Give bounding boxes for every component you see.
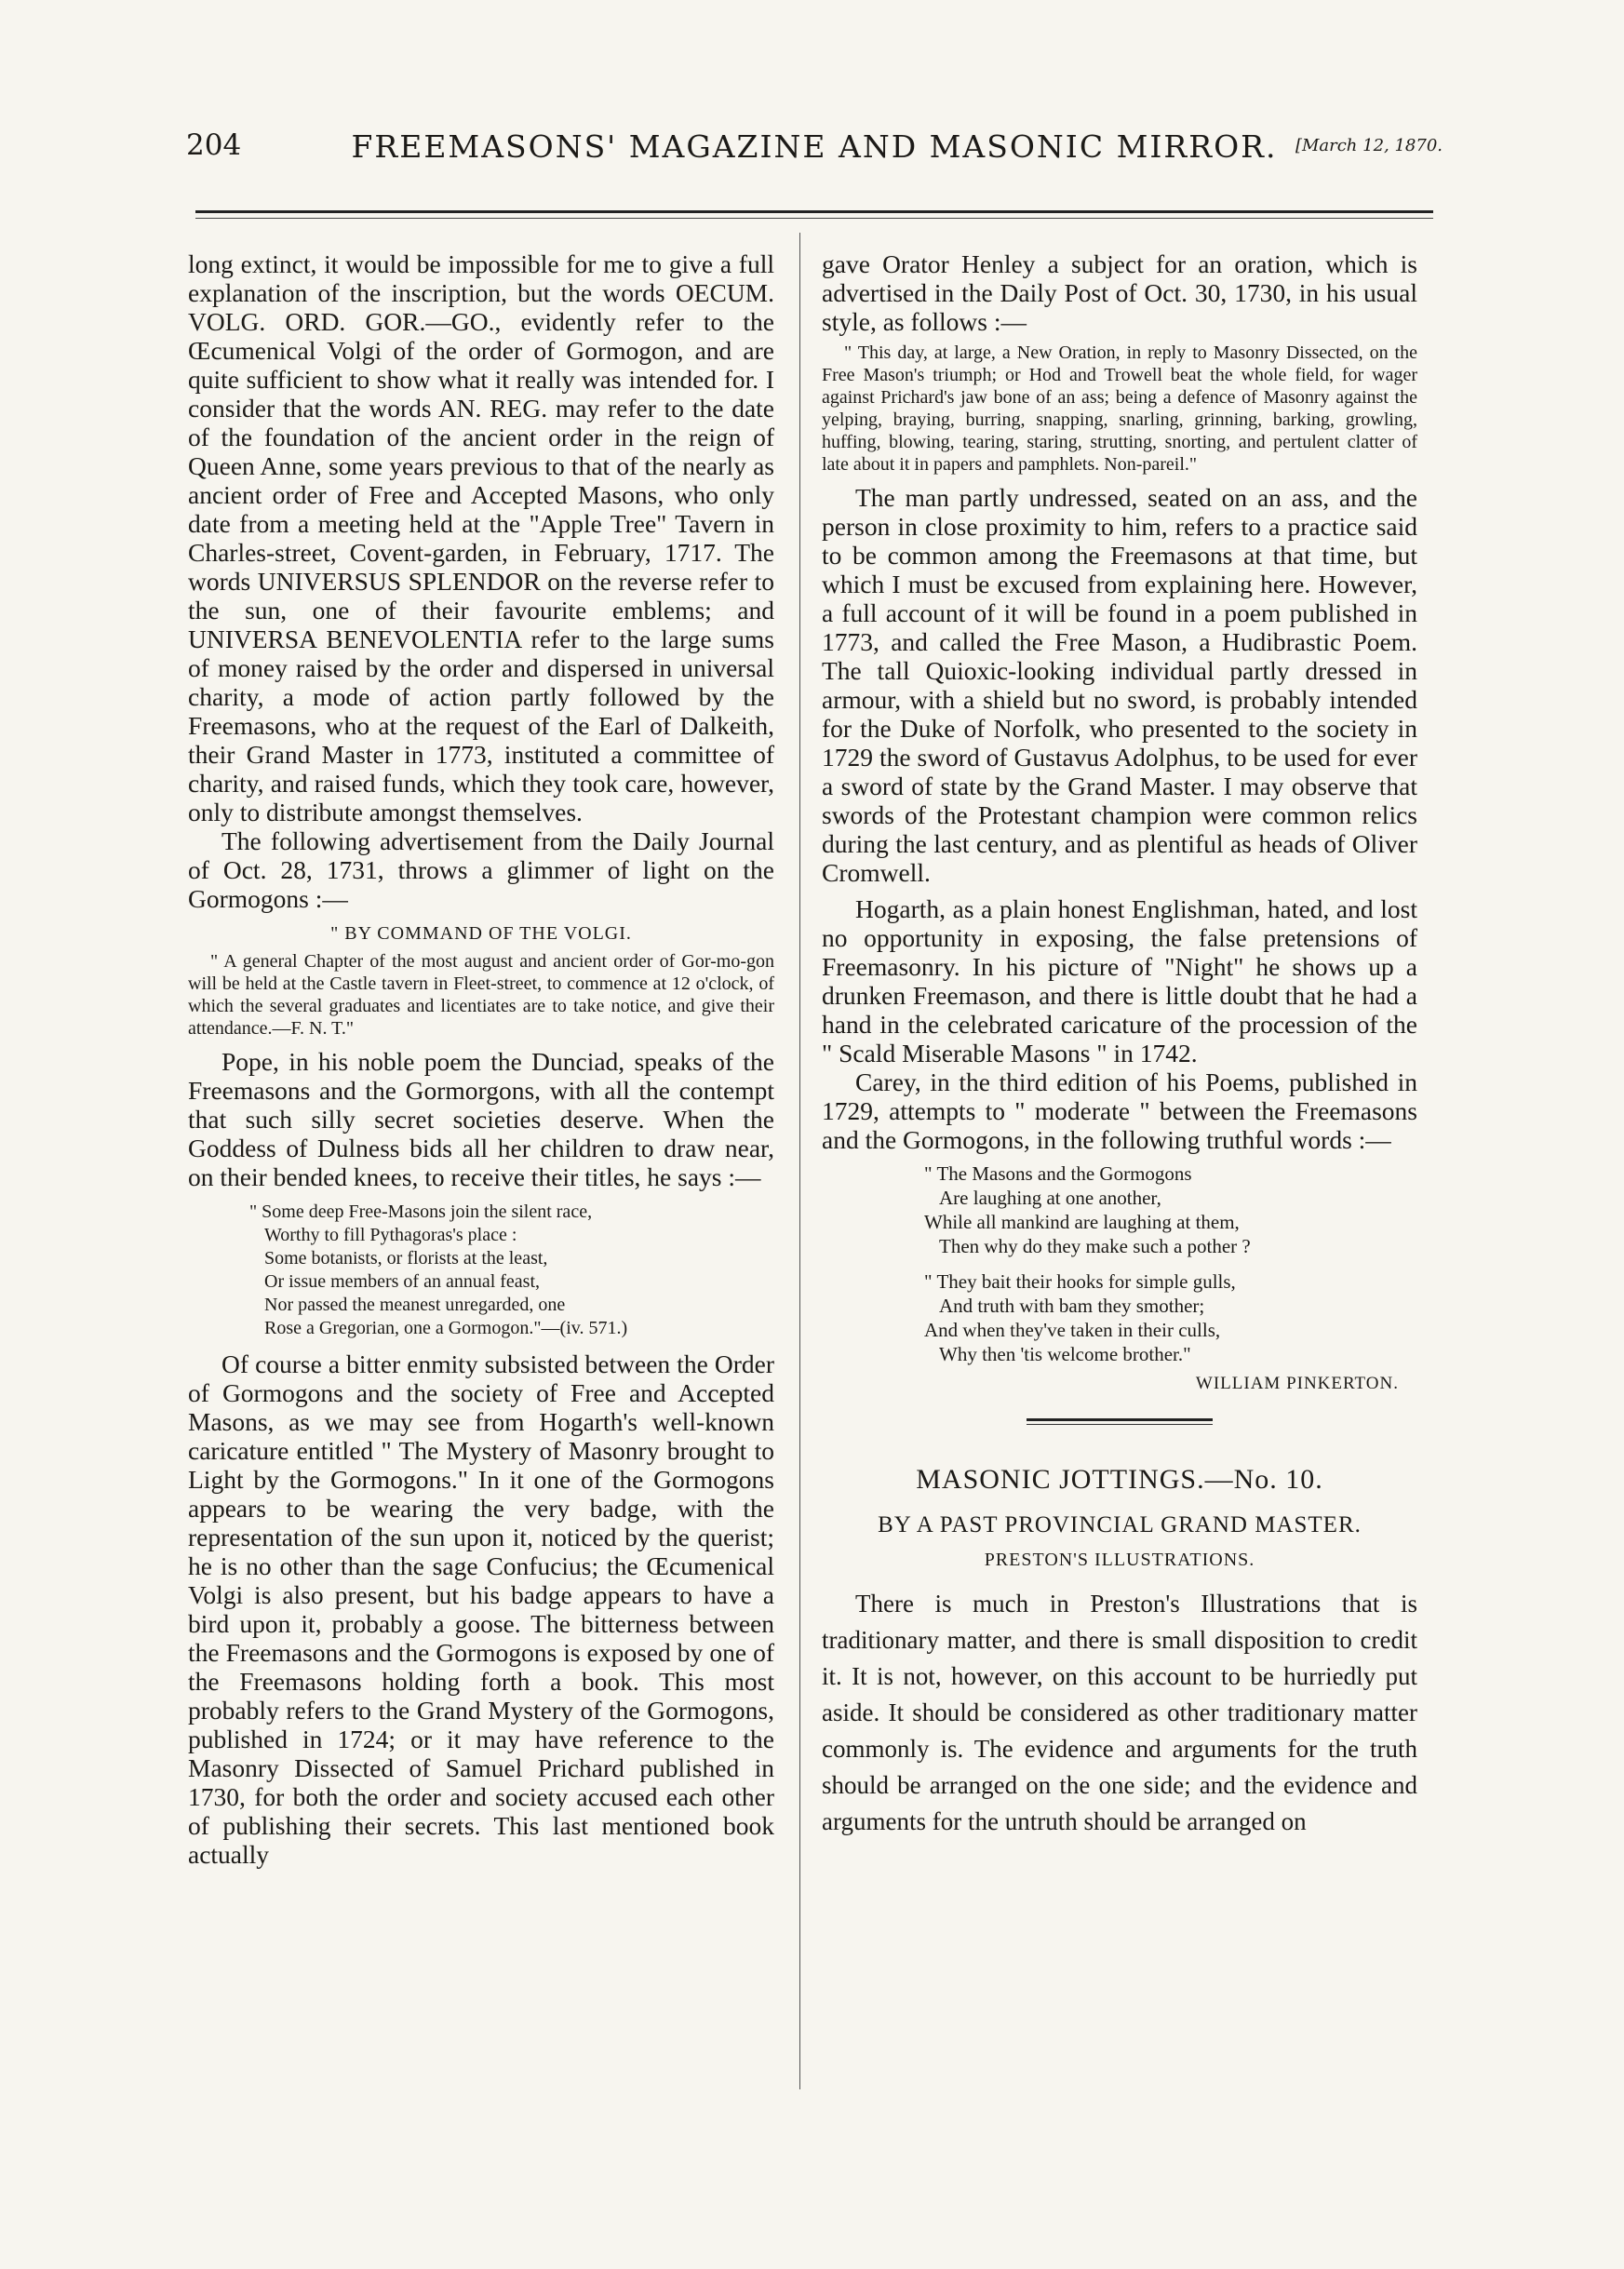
header-rule-thin — [195, 218, 1433, 219]
article-section-heading: PRESTON'S ILLUSTRATIONS. — [984, 1550, 1255, 1570]
paragraph: long extinct, it would be impossible for me to give a full explanation of the inscription, but the words OECUM. VOLG. ORD. GOR.—GO., evidently refer to the Œcumenical Volgi of the order of Gormogon, and are quite sufficient to show what it really was intended for. I consider that the words AN. REG. may refer to the date of the foundation of the ancient order in the reign of Queen Anne, some years previous to that of the nearly as ancient order of Free and Accepted Masons, who only date from a meeting held at the "Apple Tree" Tavern in Charles-street, Covent-garden, in February, 1717. The words UNIVERSUS SPLENDOR on the reverse refer to the sun, one of their favourite emblems; and UNIVERSA BENEVOLENTIA refer to the large sums of money raised by the order and dispersed in universal charity, a mode of action partly followed by the Freemasons, who at the request of the Earl of Dalkeith, their Grand Master in 1773, instituted a committee of charity, and raised funds, which they took care, however, only to distribute amongst themselves. — [188, 249, 774, 826]
verse-line: Are laughing at one another, — [939, 1187, 1161, 1209]
verse-line: Or issue members of an annual feast, — [264, 1271, 541, 1292]
carey-verse — [924, 1161, 1417, 1366]
dunciad-verse — [249, 1201, 774, 1340]
verse-line: While all mankind are laughing at them, — [924, 1211, 1240, 1233]
oration-advertisement — [822, 342, 1417, 476]
paragraph: Hogarth, as a plain honest Englishman, hated, and lost no opportunity in exposing, the false pretensions of Freemasonry. In his picture of "Night" he shows up a drunken Freemason, and there is little doubt that he had a hand in the celebrated caricature of the procession of the " Scald Miserable Masons " in 1742. — [822, 894, 1417, 1067]
verse-line: Nor passed the meanest unregarded, one — [264, 1295, 566, 1315]
article-masonic-jottings — [822, 1464, 1417, 1840]
verse-line: Why then 'tis welcome brother." — [939, 1343, 1191, 1365]
article-title: MASONIC JOTTINGS.—No. 10. — [916, 1464, 1323, 1495]
quote-text: " This day, at large, a New Oration, in reply to Masonry Dissected, on the Free Mason's triumph; or Hod and Trowell beat the whole field, for wager against Prichard's jaw bone of an ass; being a defence of Masonry against the yelping, braying, burring, snapping, snarling, grinning, barking, growling, huffing, blowing, tearing, staring, strutting, snorting, and pertulent clatter of late about it in papers and pamphlets. Non-pareil." — [822, 342, 1417, 475]
author-signature: WILLIAM PINKERTON. — [1195, 1374, 1399, 1393]
verse-line: Then why do they make such a pother ? — [939, 1235, 1251, 1257]
verse-line: Worthy to fill Pythagoras's place : — [264, 1225, 517, 1245]
advertisement-heading: " BY COMMAND OF THE VOLGI. — [330, 923, 632, 944]
paragraph: The man partly undressed, seated on an ass, and the person in close proximity to him, refers to a practice said to be common among the Freemasons at that time, but which I must be excused from explaining here. However, a full account of it will be found in a poem published in 1773, and called the Free Mason, a Hudibrastic Poem. The tall Quioxic-looking individual partly dressed in armour, with a shield but no sword, is probably intended for the Duke of Norfolk, who presented to the society in 1729 the sword of Gustavus Adolphus, to be used for ever a sword of state by the Grand Master. I may observe that swords of the Protestant champion were common relics during the last century, and as plentiful as heads of Oliver Cromwell. — [822, 483, 1417, 887]
paragraph: Pope, in his noble poem the Dunciad, speaks of the Freemasons and the Gormorgons, with all the contempt that such silly secret societies deserve. When the Goddess of Dulness bids all her children to draw near, on their bended knees, to receive their titles, he says :— — [188, 1047, 774, 1191]
advertisement-notice — [188, 950, 774, 1040]
masthead-title: FREEMASONS' MAGAZINE AND MASONIC MIRROR. — [351, 128, 1278, 165]
notice-text: " A general Chapter of the most august and ancient order of Gor-mo-gon will be held at the Castle tavern in Fleet-street, to commence at 12 o'clock, of which the several graduates and licentiates are to take notice, and give their attendance.—F. N. T." — [188, 951, 774, 1039]
verse-line: Rose a Gregorian, one a Gormogon."—(iv. 571.) — [264, 1318, 628, 1338]
paragraph: gave Orator Henley a subject for an oration, which is advertised in the Daily Post of Oct. 30, 1730, in his usual style, as follows :— — [822, 249, 1417, 336]
verse-line: " Some deep Free-Masons join the silent race, — [249, 1202, 593, 1222]
left-column — [188, 249, 774, 1869]
verse-line: " They bait their hooks for simple gulls, — [924, 1270, 1236, 1293]
verse-line: " The Masons and the Gormogons — [924, 1162, 1192, 1185]
verse-line: Some botanists, or florists at the least, — [264, 1248, 548, 1269]
section-divider — [1027, 1418, 1213, 1425]
paragraph: There is much in Preston's Illustrations that is traditionary matter, and there is small disposition to credit it. It is not, however, on this account to be hurriedly put aside. It should be considered as other traditionary matter commonly is. The evidence and arguments for the truth should be arranged on the one side; and the evidence and arguments for the untruth should be arranged on — [822, 1590, 1417, 1835]
column-divider — [799, 233, 800, 2089]
header-rule-thick — [195, 210, 1433, 213]
paragraph: Carey, in the third edition of his Poems, published in 1729, attempts to " moderate " between the Freemasons and the Gormogons, in the following truthful words :— — [822, 1067, 1417, 1154]
right-column — [822, 249, 1417, 1840]
page-number: 204 — [186, 128, 242, 162]
verse-line: And when they've taken in their culls, — [924, 1319, 1221, 1341]
issue-date: [March 12, 1870. — [1295, 136, 1443, 155]
page-header — [186, 128, 1443, 175]
paragraph: The following advertisement from the Daily Journal of Oct. 28, 1731, throws a glimmer of light on the Gormogons :— — [188, 826, 774, 913]
paragraph: Of course a bitter enmity subsisted between the Order of Gormogons and the society of Free and Accepted Masons, as we may see from Hogarth's well-known caricature entitled " The Mystery of Masonry brought to Light by the Gormogons." In it one of the Gormogons appears to be wearing the very badge, with the representation of the sun upon it, noticed by the querist; he is no other than the sage Confucius; the Œcumenical Volgi is also present, but his badge appears to have a bird upon it, probably a goose. The bitterness between the Freemasons and the Gormogons is exposed by one of the Freemasons holding forth a book. This most probably refers to the Grand Mystery of the Gormogons, published in 1724; or it may have reference to the Masonry Dissected of Samuel Prichard published in 1730, for both the order and society accused each other of publishing their secrets. This last mentioned book actually — [188, 1349, 774, 1869]
verse-line: And truth with bam they smother; — [939, 1295, 1205, 1317]
article-byline: BY A PAST PROVINCIAL GRAND MASTER. — [878, 1512, 1362, 1537]
